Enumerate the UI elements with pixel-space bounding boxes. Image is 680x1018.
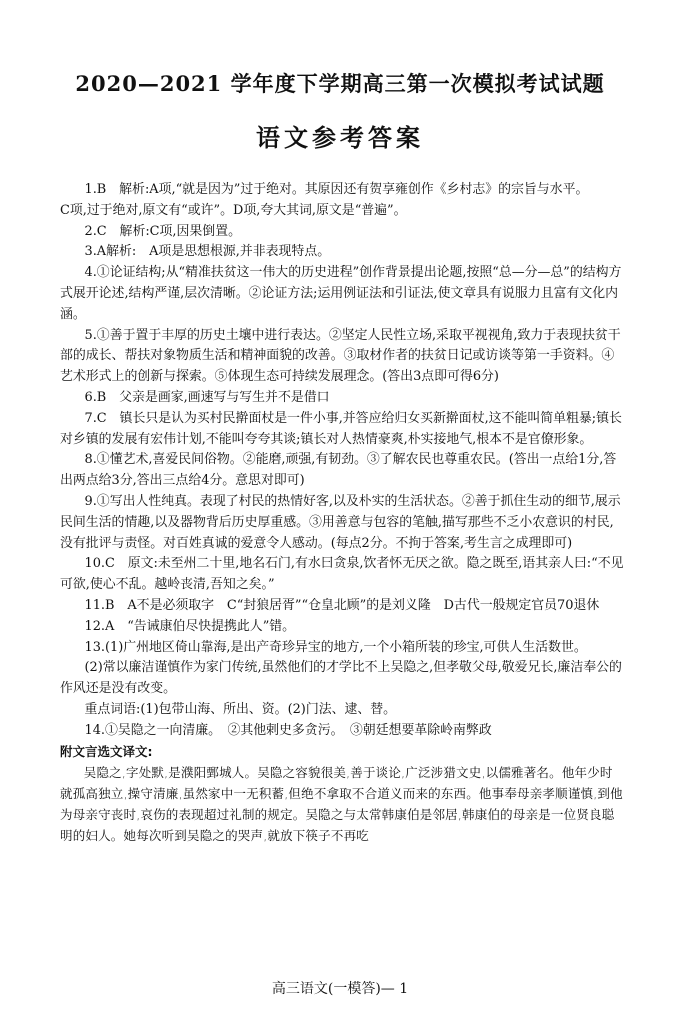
- answer-paragraph: 重点词语:(1)包带山海、所出、资。(2)门法、逮、替。: [84, 701, 397, 717]
- answer-paragraph: 8.①懂艺术,喜爱民间俗物。②能磨,顽强,有韧劲。③了解农民也尊重农民。(答出一点给1分,答出两点给3分,答出三点给4分。意思对即可): [60, 452, 617, 489]
- answer-paragraph: 3.A解析: A项是思想根源,并非表现特点。: [84, 244, 331, 260]
- answer-paragraph: 14.①吴隐之一向清廉。 ②其他剌史多贪污。 ③朝廷想要革除岭南弊政: [84, 722, 492, 738]
- page-title: 2020—2021 学年度下学期高三第一次模拟考试试题: [75, 71, 605, 96]
- answer-paragraph: 9.①写出人性纯真。表现了村民的热情好客,以及朴实的生活状态。②善于抓住生动的细节,展示民间生活的情趣,以及器物背后历史厚重感。③用善意与包容的笔触,描写那些不乏小农意识的村民,没有批评与责怪。对百姓真诚的爱意令人感动。(每点2分。不拘于答案,考生言之成理即可): [60, 493, 621, 551]
- translation-heading: 附文言选文译文:: [60, 743, 153, 759]
- answer-paragraph: 7.C 镇长只是认为买村民擀面杖是一件小事,并答应给归女买新擀面杖,这不能叫简单粗暴;镇长对乡镇的发展有宏伟计划,不能叫夸夸其谈;镇长对人热情豪爽,朴实接地气,根本不是官僚形象。: [60, 410, 622, 447]
- answer-paragraph: 11.B A不是必须取字 C“封狼居胥”“仓皇北顾”的是刘义隆 D古代一般规定官员70退休: [84, 597, 600, 613]
- answer-paragraph: 1.B 解析:A项,“就是因为”过于绝对。其原因还有贺享雍创作《乡村志》的宗旨与水平。: [84, 182, 589, 197]
- answer-paragraph: 10.C 原文:未至州二十里,地名石门,有水曰贪泉,饮者怀无厌之欲。隐之既至,语其亲人曰:“不见可欲,使心不乱。越岭丧清,吾知之矣。”: [60, 556, 624, 593]
- answer-paragraph: 2.C 解析:C项,因果倒置。: [84, 223, 241, 239]
- answer-list: [60, 180, 625, 742]
- answer-paragraph: 6.B 父亲是画家,画速写与写生并不是借口: [84, 389, 330, 405]
- answer-body: [60, 180, 625, 846]
- page-subtitle: 语文参考答案: [256, 123, 424, 152]
- answer-paragraph: 12.A “告诫康伯尽快提携此人”错。: [84, 618, 296, 634]
- answer-paragraph: 5.①善于置于丰厚的历史土壤中进行表达。②坚定人民性立场,采取平视视角,致力于表现扶贫干部的成长、帮扶对象物质生活和精神面貌的改善。③取材作者的扶贫日记或访谈等第一手资料。④艺术形式上的创新与探索。⑤体现生态可持续发展理念。(答出3点即可得6分): [60, 327, 621, 385]
- answer-paragraph: C项,过于绝对,原文有“或许”。D项,夸大其词,原文是“普遍”。: [60, 202, 407, 218]
- answer-paragraph: 4.①论证结构;从“精准扶贫这一伟大的历史进程”创作背景提出论题,按照“总—分—总”的结构方式展开论述,结构严谨,层次清晰。②论证方法;运用例证法和引证法,使文章具有说服力且富有文化内涵。: [60, 265, 622, 322]
- page-footer: 高三语文(一模答)— 1: [271, 981, 409, 997]
- translation-body: [60, 762, 625, 846]
- translation-paragraph: 吴隐之,字处默,是濮阳鄄城人。吴隐之容貌很美,善于谈论,广泛涉猎文史,以儒雅著名。他年少时就孤高独立,操守清廉,虽然家中一无积蓄,但绝不拿取不合道义而来的东西。他事奉母亲孝顺谨慎,到他为母亲守丧时,哀伤的表现超过礼制的规定。吴隐之与太常韩康伯是邻居,韩康伯的母亲是一位贤良聪明的妇人。她每次听到吴隐之的哭声,就放下筷子不再吃: [60, 765, 623, 844]
- answer-paragraph: 13.(1)广州地区倚山靠海,是出产奇珍异宝的地方,一个小箱所装的珍宝,可供人生活数世。: [84, 639, 587, 655]
- answer-paragraph: (2)常以廉洁谨慎作为家门传统,虽然他们的才学比不上吴隐之,但孝敬父母,敬爱兄长,廉洁奉公的作风还是没有改变。: [60, 660, 622, 697]
